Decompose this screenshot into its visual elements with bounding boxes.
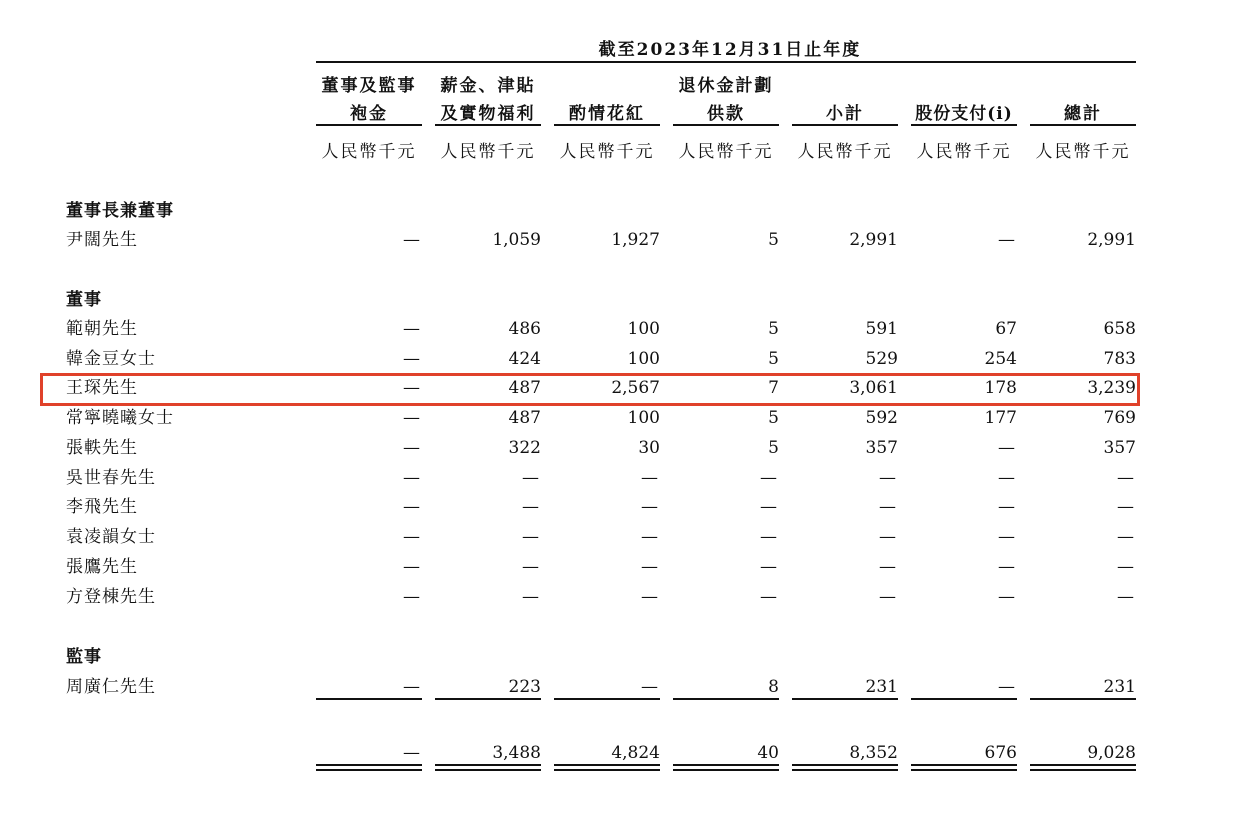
row-cell: 3,239 xyxy=(1087,378,1136,398)
col1-unit: 人民幣千元 xyxy=(321,142,417,162)
row-cell: — xyxy=(998,677,1015,697)
total-cell: 9,028 xyxy=(1087,743,1136,763)
col3-unit: 人民幣千元 xyxy=(559,142,655,162)
section-title-chairman: 董事長兼董事 xyxy=(66,201,174,221)
row-cell: — xyxy=(1117,587,1134,607)
subtotal-rule xyxy=(554,698,660,700)
row-cell: 177 xyxy=(984,408,1017,428)
row-cell: — xyxy=(879,497,896,517)
row-name: 李飛先生 xyxy=(66,497,138,517)
row-cell: 783 xyxy=(1103,349,1136,369)
row-cell: — xyxy=(403,230,420,250)
row-cell: 322 xyxy=(508,438,541,458)
row-cell: 231 xyxy=(865,677,898,697)
row-cell: — xyxy=(998,497,1015,517)
col6-header-line2: 股份支付(i) xyxy=(911,104,1017,126)
row-cell: 5 xyxy=(768,319,779,339)
row-cell: — xyxy=(998,230,1015,250)
row-cell: 100 xyxy=(627,319,660,339)
subtotal-rule xyxy=(1030,698,1136,700)
row-cell: — xyxy=(998,438,1015,458)
row-cell: — xyxy=(641,587,658,607)
row-cell: — xyxy=(403,468,420,488)
row-cell: — xyxy=(403,438,420,458)
col4-header-line2: 供款 xyxy=(673,104,779,126)
row-cell: — xyxy=(879,587,896,607)
row-name: 範朝先生 xyxy=(66,319,138,339)
row-cell: 1,927 xyxy=(611,230,660,250)
row-cell: — xyxy=(760,497,777,517)
col7-unit: 人民幣千元 xyxy=(1035,142,1131,162)
row-name: 袁凌韻女士 xyxy=(66,527,156,547)
row-cell: — xyxy=(1117,497,1134,517)
row-cell: 424 xyxy=(508,349,541,369)
row-cell: — xyxy=(522,497,539,517)
row-cell: — xyxy=(403,319,420,339)
row-cell: 658 xyxy=(1103,319,1136,339)
total-double-rule xyxy=(1030,764,1136,771)
row-name: 尹闊先生 xyxy=(66,230,138,250)
row-cell: 591 xyxy=(865,319,898,339)
row-cell: — xyxy=(1117,557,1134,577)
row-cell: 231 xyxy=(1103,677,1136,697)
col1-header-line1: 董事及監事 xyxy=(321,76,417,96)
row-cell: 769 xyxy=(1103,408,1136,428)
row-cell: 2,991 xyxy=(1087,230,1136,250)
subtotal-rule xyxy=(316,698,422,700)
col5-header-line2: 小計 xyxy=(792,104,898,126)
row-cell: — xyxy=(641,468,658,488)
row-cell: 7 xyxy=(768,378,779,398)
row-cell: 487 xyxy=(508,408,541,428)
total-double-rule xyxy=(792,764,898,771)
subtotal-rule xyxy=(435,698,541,700)
total-double-rule xyxy=(316,764,422,771)
row-cell: 5 xyxy=(768,230,779,250)
row-cell: — xyxy=(403,527,420,547)
row-cell: — xyxy=(403,557,420,577)
row-cell: — xyxy=(522,557,539,577)
row-cell: 1,059 xyxy=(492,230,541,250)
row-cell: 5 xyxy=(768,408,779,428)
col2-unit: 人民幣千元 xyxy=(440,142,536,162)
total-double-rule xyxy=(673,764,779,771)
row-cell: — xyxy=(403,408,420,428)
col2-header-line1: 薪金、津貼 xyxy=(440,76,536,96)
row-cell: 357 xyxy=(865,438,898,458)
subtotal-rule xyxy=(792,698,898,700)
total-cell: 676 xyxy=(984,743,1017,763)
col3-header-line2: 酌情花紅 xyxy=(554,104,660,126)
row-cell: 487 xyxy=(508,378,541,398)
row-cell: — xyxy=(760,468,777,488)
row-cell: — xyxy=(1117,527,1134,547)
row-cell: — xyxy=(998,587,1015,607)
row-cell: 357 xyxy=(1103,438,1136,458)
col1-header-line2: 袍金 xyxy=(316,104,422,126)
row-cell: — xyxy=(760,527,777,547)
row-cell: 3,061 xyxy=(849,378,898,398)
total-double-rule xyxy=(911,764,1017,771)
row-cell: 486 xyxy=(508,319,541,339)
row-cell: — xyxy=(998,527,1015,547)
col6-unit: 人民幣千元 xyxy=(916,142,1012,162)
row-cell: 100 xyxy=(627,408,660,428)
row-cell: 2,567 xyxy=(611,378,660,398)
row-cell: 5 xyxy=(768,349,779,369)
col7-header-line2: 總計 xyxy=(1030,104,1136,126)
row-cell: 254 xyxy=(984,349,1017,369)
row-name: 王琛先生 xyxy=(66,378,138,398)
row-cell: — xyxy=(641,557,658,577)
row-cell: — xyxy=(641,527,658,547)
section-title-supervisors: 監事 xyxy=(66,647,102,667)
row-cell: — xyxy=(879,557,896,577)
total-cell: 4,824 xyxy=(611,743,660,763)
row-name: 張軼先生 xyxy=(66,438,138,458)
row-cell: 100 xyxy=(627,349,660,369)
row-cell: 30 xyxy=(638,438,660,458)
subtotal-rule xyxy=(911,698,1017,700)
row-cell: — xyxy=(998,468,1015,488)
total-cell: — xyxy=(403,743,420,763)
col2-header-line2: 及實物福利 xyxy=(435,104,541,126)
row-cell: — xyxy=(1117,468,1134,488)
row-cell: — xyxy=(641,677,658,697)
row-cell: — xyxy=(879,468,896,488)
row-cell: — xyxy=(998,557,1015,577)
col4-unit: 人民幣千元 xyxy=(678,142,774,162)
row-cell: — xyxy=(403,677,420,697)
row-cell: — xyxy=(879,527,896,547)
row-cell: 67 xyxy=(995,319,1017,339)
col4-header-line1: 退休金計劃 xyxy=(678,76,774,96)
row-cell: 178 xyxy=(984,378,1017,398)
row-cell: 8 xyxy=(768,677,779,697)
total-cell: 40 xyxy=(757,743,779,763)
total-cell: 8,352 xyxy=(849,743,898,763)
row-name: 吳世春先生 xyxy=(66,468,156,488)
total-double-rule xyxy=(554,764,660,771)
row-cell: — xyxy=(641,497,658,517)
col5-unit: 人民幣千元 xyxy=(797,142,893,162)
row-name: 張鷹先生 xyxy=(66,557,138,577)
subtotal-rule xyxy=(673,698,779,700)
row-cell: — xyxy=(403,497,420,517)
row-cell: 5 xyxy=(768,438,779,458)
row-name: 韓金豆女士 xyxy=(66,349,156,369)
row-cell: 529 xyxy=(865,349,898,369)
row-cell: — xyxy=(760,557,777,577)
row-cell: — xyxy=(760,587,777,607)
header-top-rule xyxy=(316,61,1136,63)
total-double-rule xyxy=(435,764,541,771)
section-title-directors: 董事 xyxy=(66,290,102,310)
row-name: 方登棟先生 xyxy=(66,587,156,607)
row-cell: — xyxy=(522,587,539,607)
row-name: 周廣仁先生 xyxy=(66,677,156,697)
row-name: 常寧曉曦女士 xyxy=(66,408,174,428)
row-cell: — xyxy=(403,378,420,398)
total-cell: 3,488 xyxy=(492,743,541,763)
row-cell: 223 xyxy=(508,677,541,697)
row-cell: — xyxy=(522,527,539,547)
row-cell: — xyxy=(403,349,420,369)
row-cell: — xyxy=(522,468,539,488)
row-cell: — xyxy=(403,587,420,607)
row-cell: 592 xyxy=(865,408,898,428)
row-cell: 2,991 xyxy=(849,230,898,250)
period-header: 截至2023年12月31日止年度 xyxy=(598,40,862,60)
